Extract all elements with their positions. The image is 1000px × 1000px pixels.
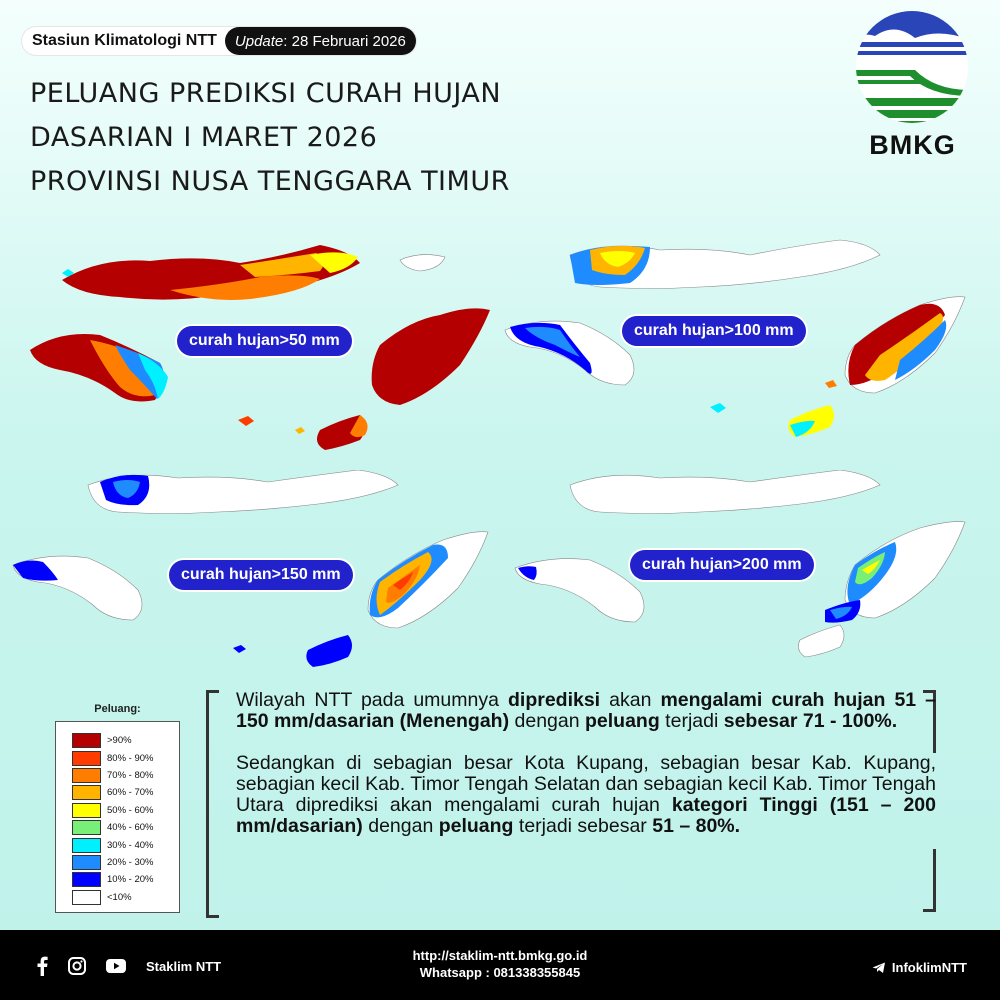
description-run: kategori Tinggi (151 – 200 mm/dasarian) bbox=[236, 794, 936, 837]
legend-label: 70% - 80% bbox=[107, 769, 154, 781]
description-run: peluang bbox=[585, 710, 660, 732]
probability-legend bbox=[55, 703, 180, 913]
bmkg-logo-text: BMKG bbox=[869, 130, 956, 160]
legend-label: 20% - 30% bbox=[107, 856, 154, 868]
legend-item bbox=[72, 889, 173, 906]
description-box bbox=[206, 690, 936, 912]
update-label: Update bbox=[234, 32, 284, 50]
bmkg-logo-icon bbox=[855, 10, 970, 128]
legend-swatch bbox=[72, 785, 101, 800]
legend-swatch bbox=[72, 803, 101, 818]
telegram-handle: InfoklimNTT bbox=[891, 960, 967, 975]
legend-item bbox=[72, 854, 173, 871]
page-title bbox=[30, 72, 510, 204]
bmkg-logo bbox=[855, 10, 970, 160]
legend-swatch bbox=[72, 838, 101, 853]
legend-label: 80% - 90% bbox=[107, 752, 154, 764]
description-run: dengan bbox=[362, 815, 439, 837]
description-run: terjadi sebesar bbox=[513, 815, 653, 837]
description-run: Sedangkan di sebagian besar Kota Kupang, sebagian besar Kab. Kupang, sebagian kecil Kab. Timor Tengah Selatan dan sebagian kecil Kab. Timor Tengah Utara diprediksi akan mengalami curah hujan bbox=[236, 752, 936, 816]
legend-label: 10% - 20% bbox=[107, 874, 154, 886]
legend-swatch bbox=[72, 751, 101, 766]
legend-label: >90% bbox=[107, 735, 132, 747]
legend-label: 60% - 70% bbox=[107, 787, 154, 799]
map-label-50mm: curah hujan>50 mm bbox=[177, 326, 352, 356]
legend-box bbox=[55, 721, 180, 913]
legend-label: 50% - 60% bbox=[107, 804, 154, 816]
description-run: 51 – 80%. bbox=[652, 815, 741, 837]
bracket-left bbox=[206, 690, 219, 918]
telegram-link[interactable] bbox=[872, 960, 967, 975]
map-50mm bbox=[20, 235, 500, 485]
legend-swatch bbox=[72, 768, 101, 783]
description-paragraph-2 bbox=[236, 753, 936, 837]
map-100mm bbox=[500, 235, 980, 485]
update-badge bbox=[225, 27, 416, 55]
map-panel-50mm bbox=[20, 235, 500, 485]
description-run: dengan bbox=[509, 710, 585, 732]
description-run: terjadi bbox=[659, 710, 724, 732]
legend-title: Peluang: bbox=[94, 703, 141, 715]
footer-bar bbox=[0, 930, 1000, 1000]
station-name: Stasiun Klimatologi NTT bbox=[32, 32, 217, 49]
legend-item bbox=[72, 749, 173, 766]
description-run: akan bbox=[600, 689, 661, 711]
title-line-2: DASARIAN I MARET 2026 bbox=[30, 122, 378, 153]
contact-info bbox=[0, 947, 1000, 981]
legend-label: 40% - 60% bbox=[107, 822, 154, 834]
legend-label: 30% - 40% bbox=[107, 839, 154, 851]
map-label-100mm: curah hujan>100 mm bbox=[622, 316, 806, 346]
legend-item bbox=[72, 767, 173, 784]
legend-swatch bbox=[72, 890, 101, 905]
legend-item bbox=[72, 802, 173, 819]
description-run: sebesar 71 - 100%. bbox=[723, 710, 898, 732]
map-label-150mm: curah hujan>150 mm bbox=[169, 560, 353, 590]
title-line-3: PROVINSI NUSA TENGGARA TIMUR bbox=[30, 166, 510, 197]
legend-swatch bbox=[72, 733, 101, 748]
map-panel-100mm bbox=[500, 235, 980, 485]
legend-swatch bbox=[72, 820, 101, 835]
map-label-200mm: curah hujan>200 mm bbox=[630, 550, 814, 580]
description-run: peluang bbox=[438, 815, 514, 837]
social-handle: Staklim NTT bbox=[146, 958, 222, 974]
legend-swatch bbox=[72, 855, 101, 870]
update-date: : 28 Februari 2026 bbox=[283, 32, 406, 50]
whatsapp-number: Whatsapp : 081338355845 bbox=[419, 965, 581, 980]
title-line-1: PELUANG PREDIKSI CURAH HUJAN bbox=[30, 78, 502, 109]
legend-swatch bbox=[72, 872, 101, 887]
legend-item bbox=[72, 871, 173, 888]
website-link[interactable]: http://staklim-ntt.bmkg.go.id bbox=[412, 948, 588, 963]
legend-item bbox=[72, 732, 173, 749]
bracket-right-bottom bbox=[923, 849, 936, 912]
description-run: Wilayah NTT pada umumnya bbox=[236, 689, 508, 711]
legend-item bbox=[72, 784, 173, 801]
description-run: mengalami curah hujan 51 – 150 mm/dasarian (Menengah) bbox=[236, 689, 937, 732]
description-paragraph-1 bbox=[236, 690, 936, 732]
description-run: diprediksi bbox=[507, 689, 601, 711]
station-badge bbox=[22, 27, 416, 55]
legend-item bbox=[72, 836, 173, 853]
legend-label: <10% bbox=[107, 891, 132, 903]
legend-item bbox=[72, 819, 173, 836]
telegram-icon bbox=[872, 962, 886, 974]
